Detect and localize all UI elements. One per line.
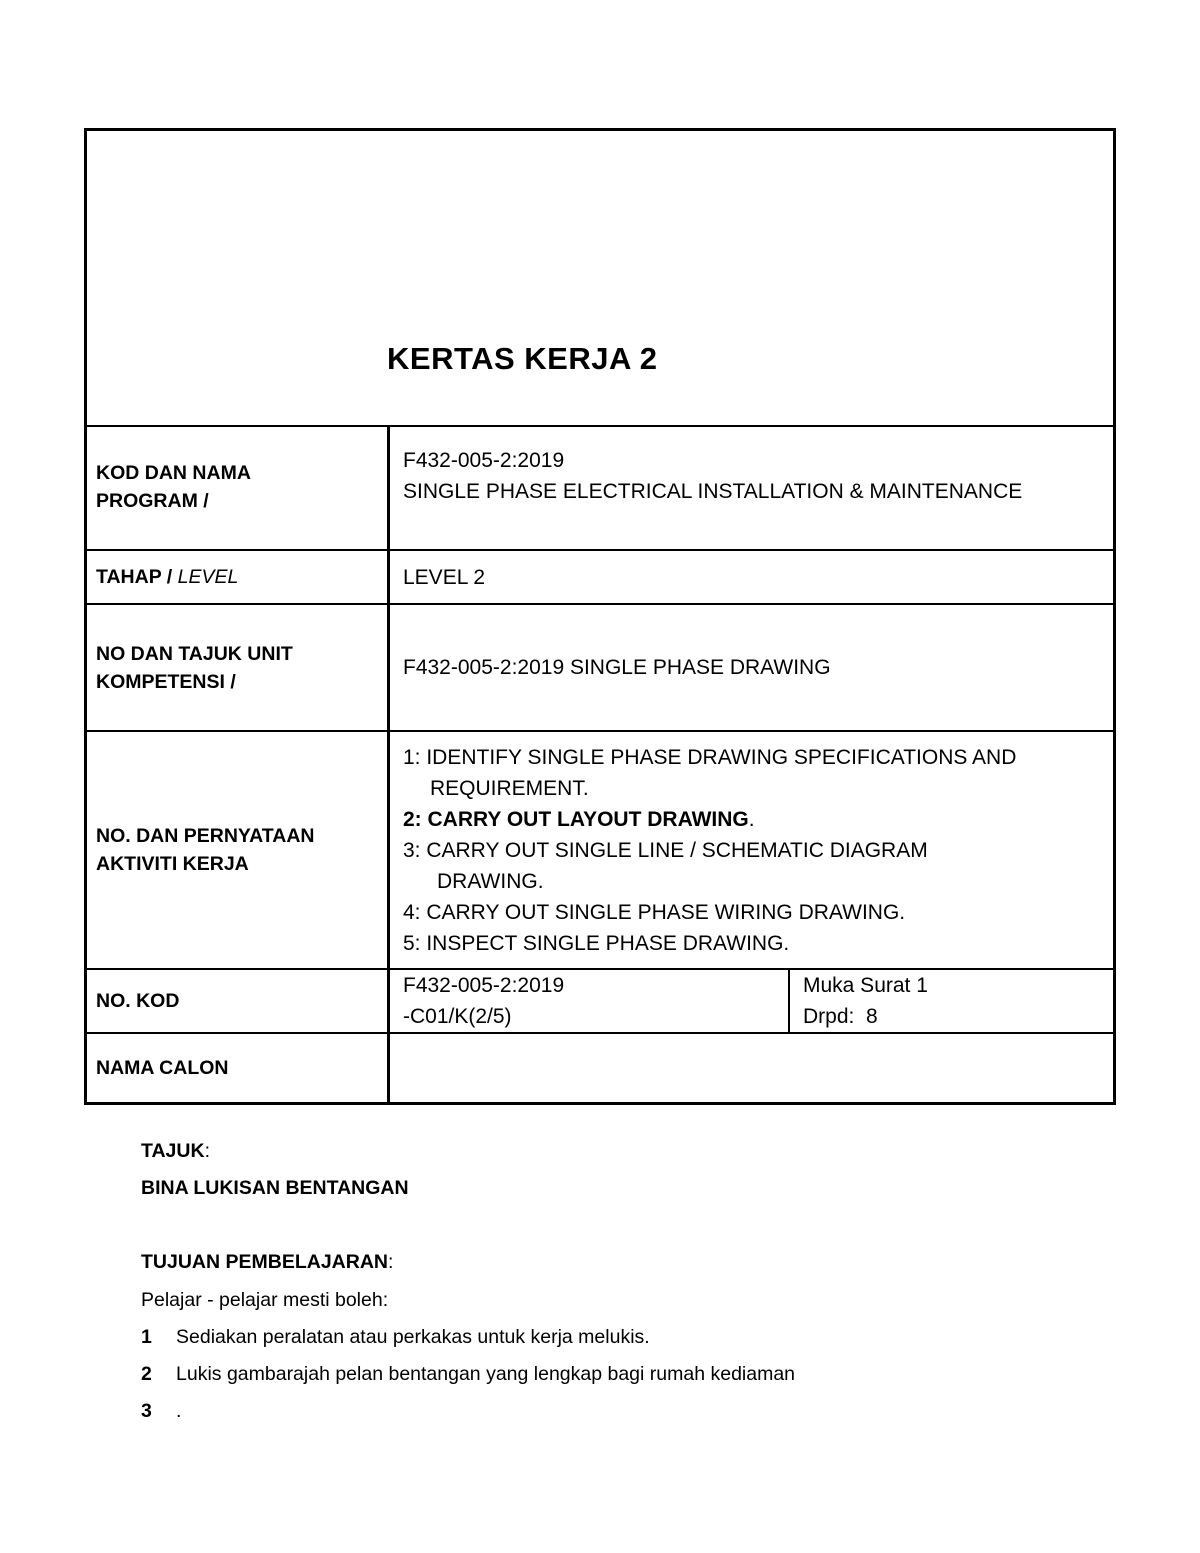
program-name: SINGLE PHASE ELECTRICAL INSTALLATION & MAINTENANCE [403,480,1023,503]
code-label: NO. KOD [87,970,390,1032]
program-value [390,425,1113,549]
unit-row [87,605,1113,732]
tujuan-label: TUJUAN PEMBELAJARAN [141,1251,389,1273]
tajuk-value: BINA LUKISAN BENTANGAN [141,1177,409,1199]
objective-text: . [176,1400,182,1422]
tajuk-colon: : [204,1140,210,1162]
tajuk-label: TAJUK [141,1140,205,1162]
unit-label-line2: KOMPETENSI / [96,670,236,693]
activities-list [390,732,1113,968]
tajuk-heading [141,1140,210,1163]
program-label [87,425,390,549]
activity-item: 5: INSPECT SINGLE PHASE DRAWING. [403,931,790,955]
activities-label-line2: AKTIVITI KERJA [96,853,249,875]
page-count [790,970,1113,1032]
unit-label-line1: NO DAN TAJUK UNIT [96,642,293,665]
candidate-name-field[interactable] [390,1034,1113,1102]
objective-item [141,1326,650,1349]
activities-label [87,732,390,968]
objective-item [141,1363,795,1386]
document-title: KERTAS KERJA 2 [387,341,658,376]
program-label-line2: PROGRAM / [96,490,209,512]
objective-item [141,1400,181,1423]
page-number: Muka Surat 1 [803,974,928,997]
code-value-line1: F432-005-2:2019 [403,974,565,997]
activity-item-current-period: . [748,807,755,831]
objective-number: 2 [141,1363,152,1385]
objective-text: Lukis gambarajah pelan bentangan yang lengkap bagi rumah kediaman [176,1363,796,1385]
objectives-intro: Pelajar - pelajar mesti boleh: [141,1289,389,1311]
code-row [87,970,1113,1034]
activities-row [87,732,1113,970]
program-code: F432-005-2:2019 [403,449,565,472]
program-label-line1: KOD DAN NAMA [96,462,251,484]
level-row [87,551,1113,605]
activity-item-current [403,804,1113,835]
activity-item-current-text: 2: CARRY OUT LAYOUT DRAWING [403,807,749,831]
candidate-label: NAMA CALON [87,1034,390,1102]
program-row [87,425,1113,551]
level-label-text: TAHAP / [96,566,178,588]
cover-table [84,128,1116,1105]
code-value [390,970,790,1032]
activity-item: 3: CARRY OUT SINGLE LINE / SCHEMATIC DIAGRAM [403,838,928,862]
unit-title: F432-005-2:2019 SINGLE PHASE DRAWING [403,656,831,679]
objective-text: Sediakan peralatan atau perkakas untuk kerja melukis. [176,1326,650,1348]
activity-item-cont: REQUIREMENT. [430,776,589,800]
activity-item: 4: CARRY OUT SINGLE PHASE WIRING DRAWING. [403,900,906,924]
page-total: Drpd: 8 [803,1005,878,1028]
unit-value [390,605,1113,730]
level-label-italic: LEVEL [177,566,239,588]
activity-item: 1: IDENTIFY SINGLE PHASE DRAWING SPECIFICATIONS AND [403,745,1017,769]
objective-number: 3 [141,1400,152,1422]
objective-number: 1 [141,1326,152,1348]
tujuan-heading [141,1251,393,1274]
level-value: LEVEL 2 [403,565,486,589]
activity-item-cont: DRAWING. [437,869,544,893]
code-value-line2: -C01/K(2/5) [403,1005,512,1028]
unit-label [87,605,390,730]
title-cell [87,131,1113,427]
activities-label-line1: NO. DAN PERNYATAAN [96,825,315,847]
level-label [87,551,390,603]
tujuan-colon: : [388,1251,394,1273]
candidate-row [87,1034,1113,1102]
